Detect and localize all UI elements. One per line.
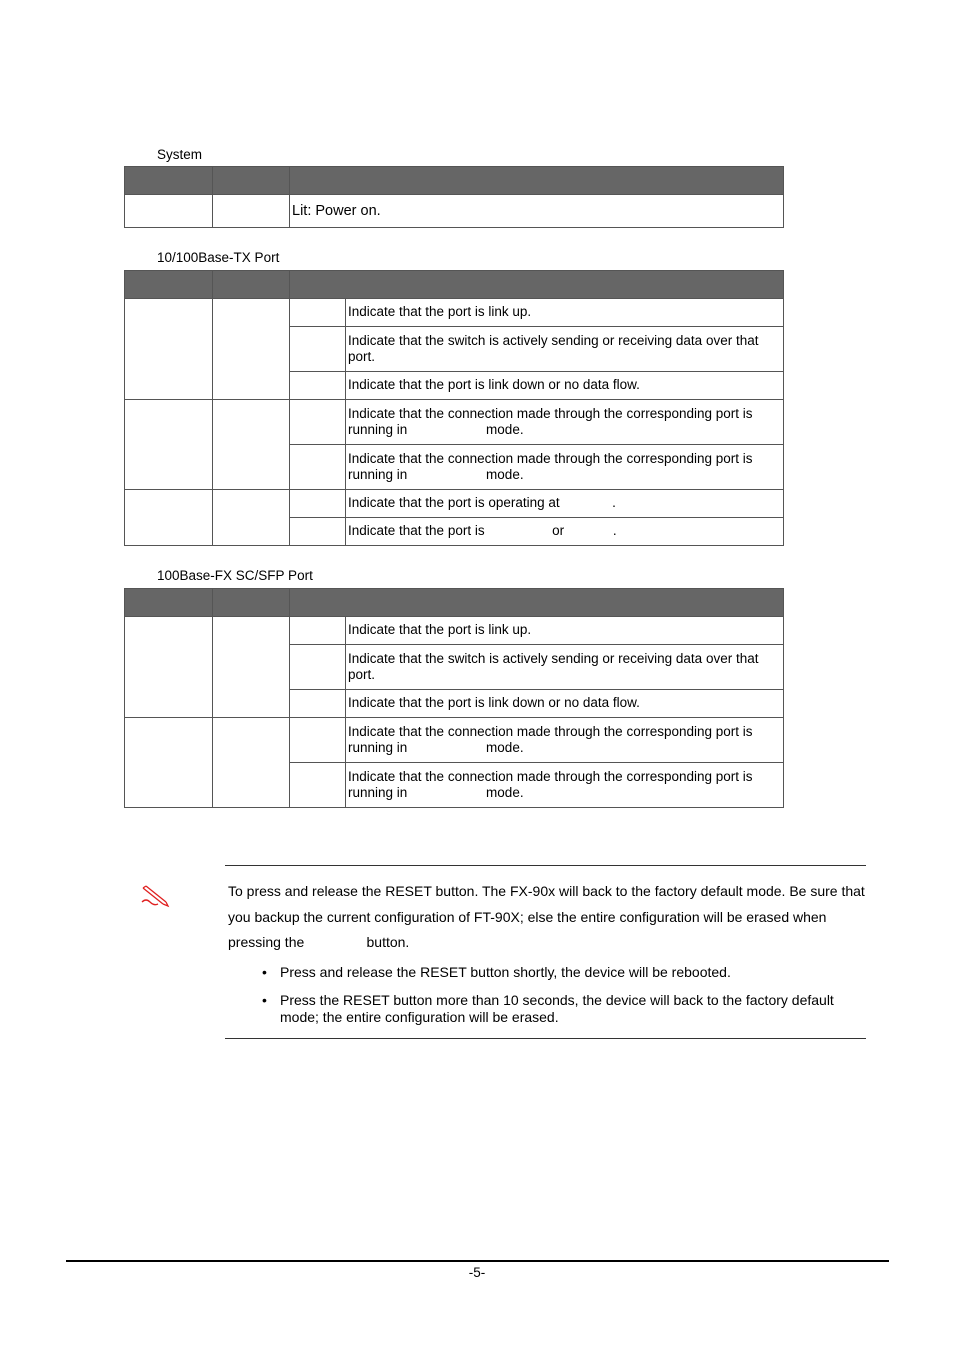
footer-rule	[66, 1260, 889, 1262]
led-description: Indicate that the connection made through the corresponding port is running in mode.	[346, 718, 784, 763]
note-bullet-list	[262, 964, 862, 1037]
system-caption: System	[157, 147, 203, 162]
note-top-rule	[225, 865, 866, 866]
led-description: Indicate that the port is link up.	[346, 299, 784, 327]
led-description: Indicate that the port is operating at .	[346, 490, 784, 518]
table-header-row	[125, 167, 784, 195]
list-item-text: Press the RESET button more than 10 seconds, the device will back to the factory default mode; the entire configuration will be erased.	[280, 992, 834, 1025]
table-row	[125, 617, 784, 645]
table-row	[125, 299, 784, 327]
table-row	[125, 490, 784, 518]
led-description: Indicate that the switch is actively sending or receiving data over that port.	[346, 645, 784, 690]
note-bottom-rule	[225, 1038, 866, 1039]
tx-port-led-table	[124, 270, 784, 546]
table-row	[125, 718, 784, 763]
led-description: Lit: Power on.	[290, 195, 784, 228]
pen-note-icon	[140, 884, 170, 908]
led-description: Indicate that the connection made through the corresponding port is running in mode.	[346, 400, 784, 445]
table-row	[125, 400, 784, 445]
table-header-row	[125, 271, 784, 299]
fx-port-led-table	[124, 588, 784, 808]
led-description: Indicate that the switch is actively sending or receiving data over that port.	[346, 327, 784, 372]
led-description: Indicate that the port is link up.	[346, 617, 784, 645]
led-description: Indicate that the connection made through the corresponding port is running in mode.	[346, 445, 784, 490]
list-item-text: Press and release the RESET button shortly, the device will be rebooted.	[280, 964, 731, 980]
led-description: Indicate that the connection made through the corresponding port is running in mode.	[346, 763, 784, 808]
led-description: Indicate that the port is link down or no data flow.	[346, 372, 784, 400]
tx-port-caption: 10/100Base-TX Port	[157, 250, 280, 265]
system-led-table	[124, 166, 784, 228]
led-description: Indicate that the port is link down or no data flow.	[346, 690, 784, 718]
list-item	[262, 992, 862, 1026]
led-description: Indicate that the port is or .	[346, 518, 784, 546]
note-paragraph: To press and release the RESET button. The FX-90x will back to the factory default mode. Be sure that you backup the current configuration of FT-90X; else the entire configuration will be erased when pressing the button.	[228, 883, 869, 950]
page-number: -5-	[468, 1265, 486, 1280]
bullet-icon: •	[262, 992, 267, 1008]
table-row	[125, 195, 784, 228]
fx-port-caption: 100Base-FX SC/SFP Port	[157, 568, 313, 583]
bullet-icon: •	[262, 964, 267, 980]
list-item	[262, 964, 862, 981]
table-header-row	[125, 589, 784, 617]
